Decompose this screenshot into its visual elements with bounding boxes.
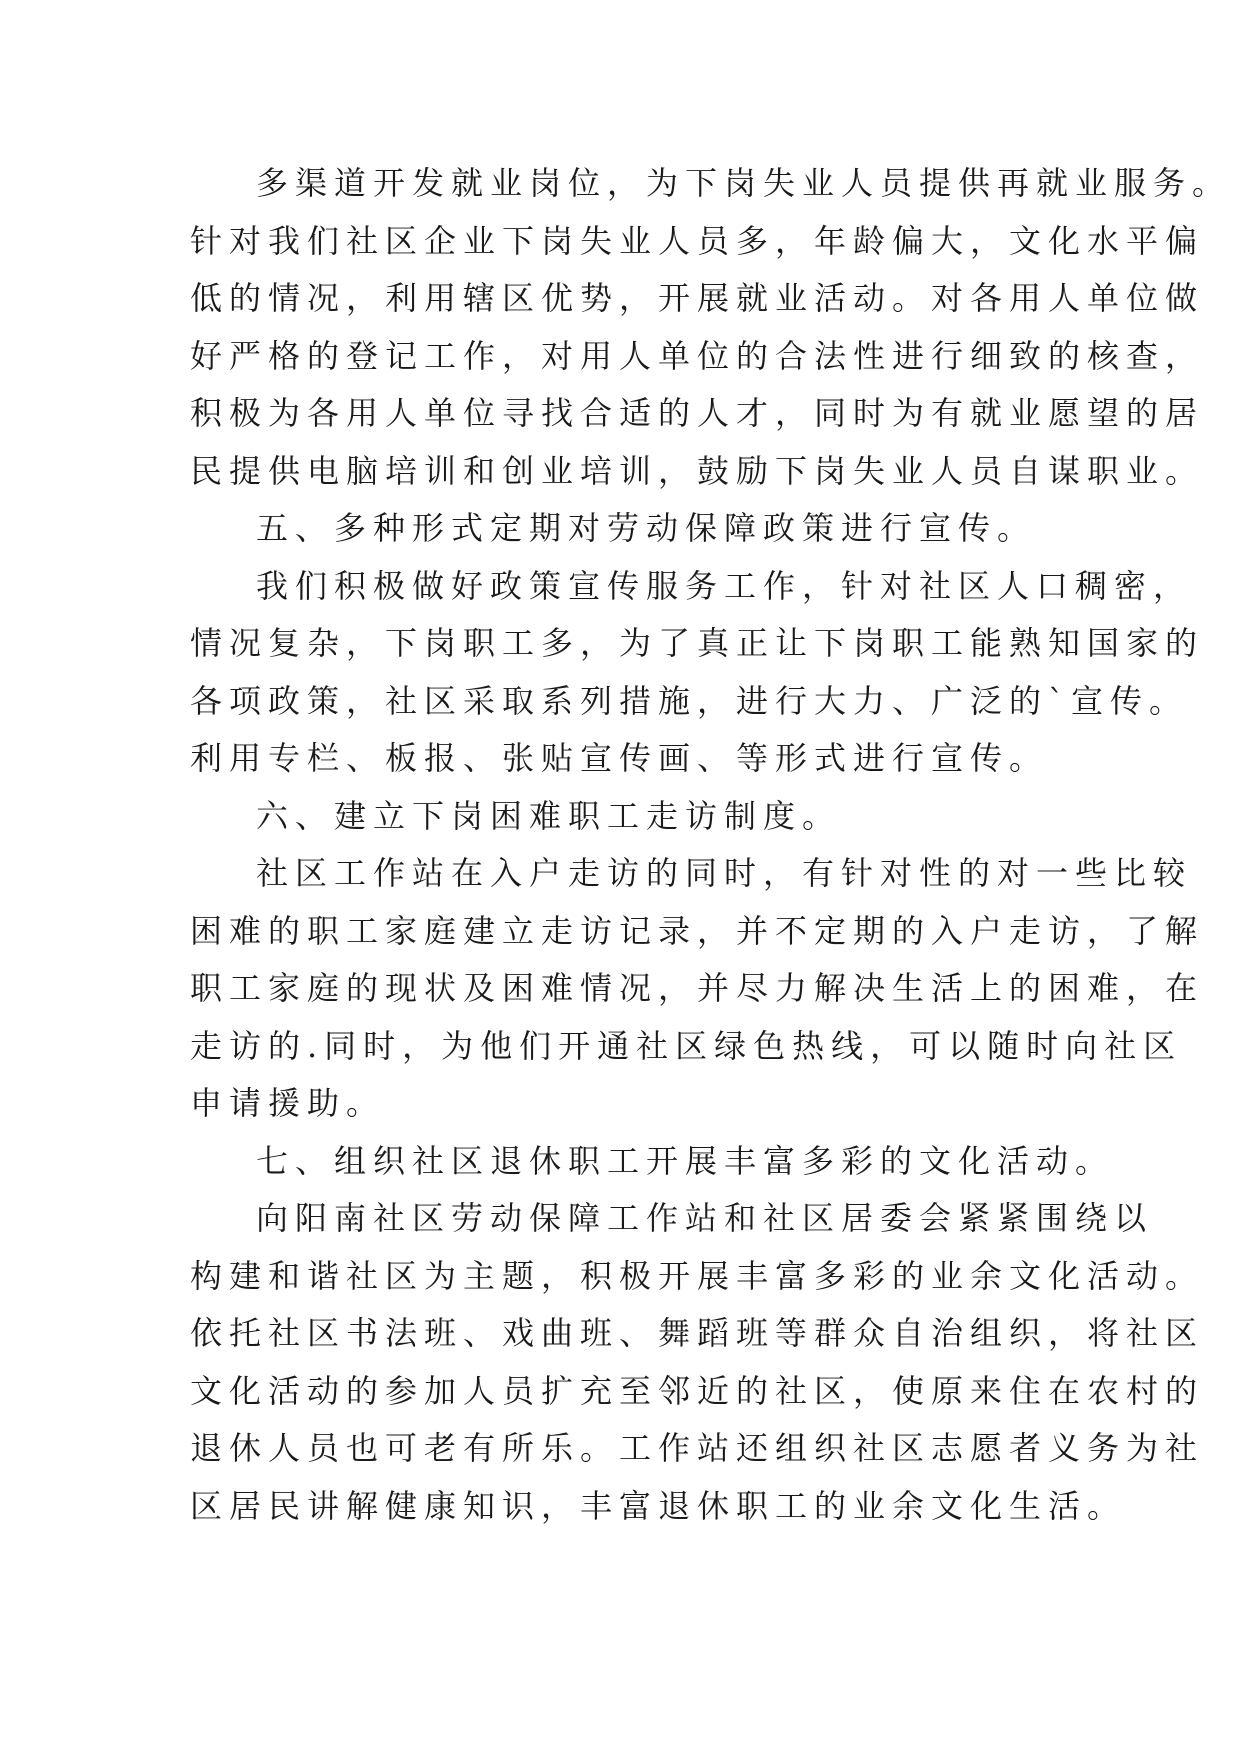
text-line: 情况复杂，下岗职工多，为了真正让下岗职工能熟知国家的 xyxy=(190,624,1205,662)
text-line: 低的情况，利用辖区优势，开展就业活动。对各用人单位做 xyxy=(190,279,1205,317)
text-line: 依托社区书法班、戏曲班、舞蹈班等群众自治组织，将社区 xyxy=(190,1314,1205,1352)
text-line: 积极为各用人单位寻找合适的人才，同时为有就业愿望的居 xyxy=(190,394,1205,432)
text-line: 走访的.同时，为他们开通社区绿色热线，可以随时向社区 xyxy=(190,1026,1183,1065)
text-line: 针对我们社区企业下岗失业人员多，年龄偏大，文化水平偏 xyxy=(190,221,1205,260)
text-line: 申请援助。 xyxy=(190,1084,386,1122)
text-line: 困难的职工家庭建立走访记录，并不定期的入户走访，了解 xyxy=(190,911,1205,950)
text-line: 利用专栏、板报、张贴宣传画、等形式进行宣传。 xyxy=(190,739,1049,777)
text-line: 区居民讲解健康知识，丰富退休职工的业余文化生活。 xyxy=(190,1486,1127,1525)
text-line: 各项政策，社区采取系列措施，进行大力、广泛的`宣传。 xyxy=(190,681,1189,720)
body-text xyxy=(190,155,1232,1535)
text-line: 向阳南社区劳动保障工作站和社区居委会紧紧围绕以 xyxy=(256,1199,1154,1237)
text-line: 退休人员也可老有所乐。工作站还组织社区志愿者义务为社 xyxy=(190,1429,1205,1467)
text-line: 民提供电脑培训和创业培训，鼓励下岗失业人员自谋职业。 xyxy=(190,451,1205,490)
text-line: 多渠道开发就业岗位，为下岗失业人员提供再就业服务。 xyxy=(256,164,1232,202)
text-line: 构建和谐社区为主题，积极开展丰富多彩的业余文化活动。 xyxy=(190,1256,1205,1295)
section-heading: 六、建立下岗困难职工走访制度。 xyxy=(256,796,842,835)
section-heading: 七、组织社区退休职工开展丰富多彩的文化活动。 xyxy=(256,1141,1115,1180)
text-line: 我们积极做好政策宣传服务工作，针对社区人口稠密， xyxy=(256,566,1193,605)
section-heading: 五、多种形式定期对劳动保障政策进行宣传。 xyxy=(256,509,1037,547)
text-line: 职工家庭的现状及困难情况，并尽力解决生活上的困难，在 xyxy=(190,969,1205,1007)
text-line: 好严格的登记工作，对用人单位的合法性进行细致的核查， xyxy=(190,336,1205,375)
text-line: 文化活动的参加人员扩充至邻近的社区，使原来住在农村的 xyxy=(190,1371,1205,1410)
text-line: 社区工作站在入户走访的同时，有针对性的对一些比较 xyxy=(256,854,1193,892)
